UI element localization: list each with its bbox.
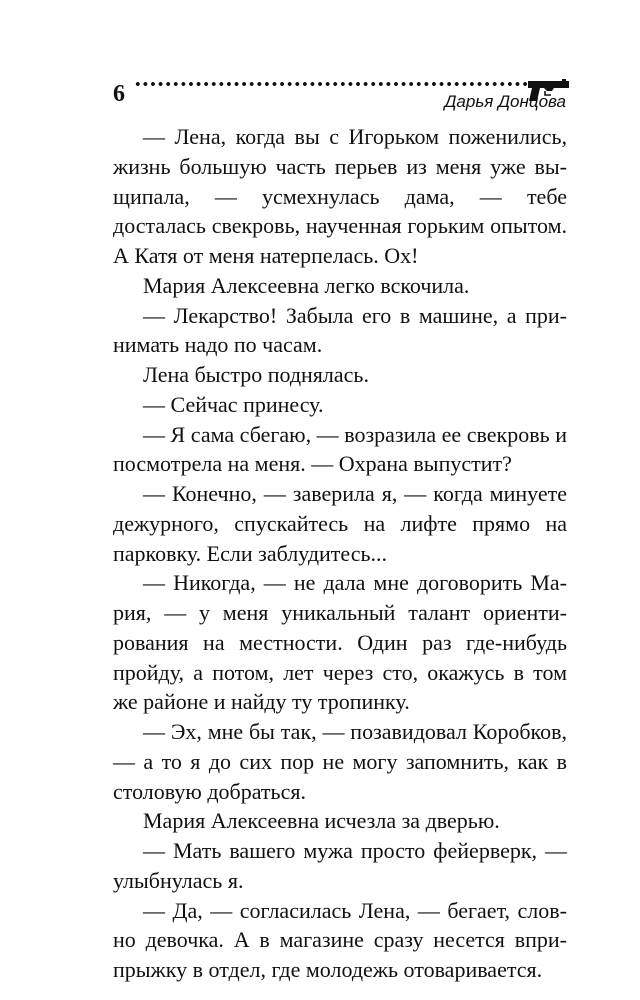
paragraph: — Конечно, — заверила я, — когда минуете дежурного, спускайтесь на лифте прямо на парковку. Если заблудитесь... [113, 481, 567, 566]
paragraph: — Я сама сбегаю, — возразила ее свекровь и посмотрела на меня. — Охрана выпустит? [113, 421, 567, 477]
paragraph: — Сейчас принесу. [143, 391, 324, 417]
paragraph: Мария Алексеевна исчезла за дверью. [143, 808, 500, 834]
page-number: 6 [113, 81, 125, 107]
paragraph: — Лена, когда вы с Игорьком поженились, жизнь большую часть перьев из меня уже выщипала, — усмехнулась дама, — тебе досталась свекровь, наученная горьким опытом. А Катя от меня натерпелась. Ох! [113, 124, 567, 268]
paragraph: — Никогда, — не дала мне договорить Мария, — у меня уникальный талант ориентирования на местности. Один раз где-нибудь пройду, а потом, лет через сто, окажусь в том же районе и найду ту тропинку. [113, 570, 567, 715]
header-author: Дарья Донцова [444, 92, 566, 111]
paragraph: — Эх, мне бы так, — позавидовал Коробков, — а то я до сих пор не могу запомнить, как в столовую добраться. [113, 719, 567, 804]
body-text [113, 122, 567, 985]
paragraph: — Лекарство! Забыла его в машине, а принимать надо по часам. [113, 302, 567, 358]
paragraph: Лена быстро поднялась. [143, 362, 369, 387]
paragraph: — Да, — согласилась Лена, — бегает, словно девочка. А в магазине сразу несется вприпрыжку в отдел, где молодежь отоваривается. [113, 897, 567, 982]
paragraph: — Мать вашего мужа просто фейерверк, — улыбнулась я. [113, 838, 567, 893]
header-dotted-rule [134, 80, 534, 88]
paragraph: Мария Алексеевна легко вскочила. [143, 272, 470, 298]
